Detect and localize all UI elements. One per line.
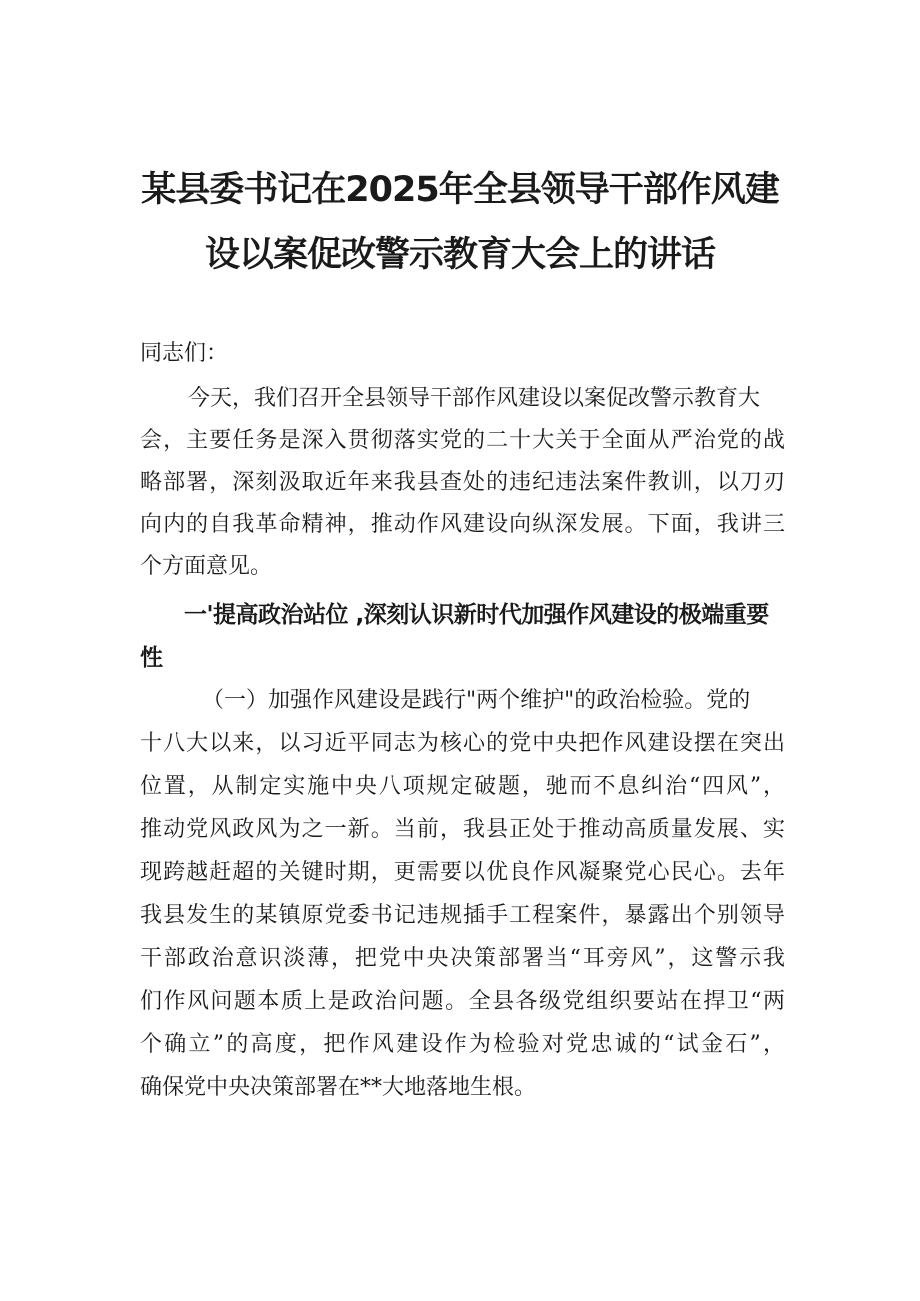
subsection-line: 现跨越赶超的关键时期，更需要以优良作风凝聚党心民心。去年 <box>140 860 785 885</box>
intro-line: 今天，我们召开全县领导干部作风建设以案促改警示教育大 <box>188 386 761 411</box>
intro-line: 会，主要任务是深入贯彻落实党的二十大关于全面从严治党的战 <box>140 428 785 453</box>
intro-line: 向内的自我革命精神，推动作风建设向纵深发展。下面，我讲三 <box>140 512 785 537</box>
subsection-line: 十八大以来，以习近平同志为核心的党中央把作风建设摆在突出 <box>140 731 785 756</box>
intro-line: 个方面意见。 <box>140 554 273 579</box>
document-title-line-2: 设以案促改警示教育大会上的讲话 <box>204 235 715 275</box>
subsection-line: 位置，从制定实施中央八项规定破题，驰而不息纠治“四风”， <box>140 774 785 799</box>
subsection-line: 们作风问题本质上是政治问题。全县各级党组织要站在捍卫“两 <box>140 989 785 1014</box>
subsection-line: （一）加强作风建设是践行"两个维护"的政治检验。党的 <box>202 688 751 713</box>
subsection-line: 确保党中央决策部署在**大地落地生根。 <box>140 1075 537 1100</box>
subsection-line: 干部政治意识淡薄，把党中央决策部署当“耳旁风”，这警示我 <box>140 946 785 971</box>
intro-line: 略部署，深刻汲取近年来我县查处的违纪违法案件教训，以刀刃 <box>140 470 785 495</box>
salutation: 同志们： <box>140 341 229 366</box>
subsection-line: 我县发生的某镇原党委书记违规插手工程案件，暴露出个别领导 <box>140 903 785 928</box>
subsection-line: 个确立”的高度，把作风建设作为检验对党忠诚的“试金石”， <box>140 1032 785 1057</box>
document-title-line-1: 某县委书记在2025年全县领导干部作风建 <box>141 170 779 210</box>
section-heading-line: 性 <box>140 645 163 671</box>
subsection-line: 推动党风政风为之一新。当前，我县正处于推动高质量发展、实 <box>140 817 785 842</box>
section-heading-line: 一'提高政治站位 ,深刻认识新时代加强作风建设的极端重要 <box>184 602 769 628</box>
